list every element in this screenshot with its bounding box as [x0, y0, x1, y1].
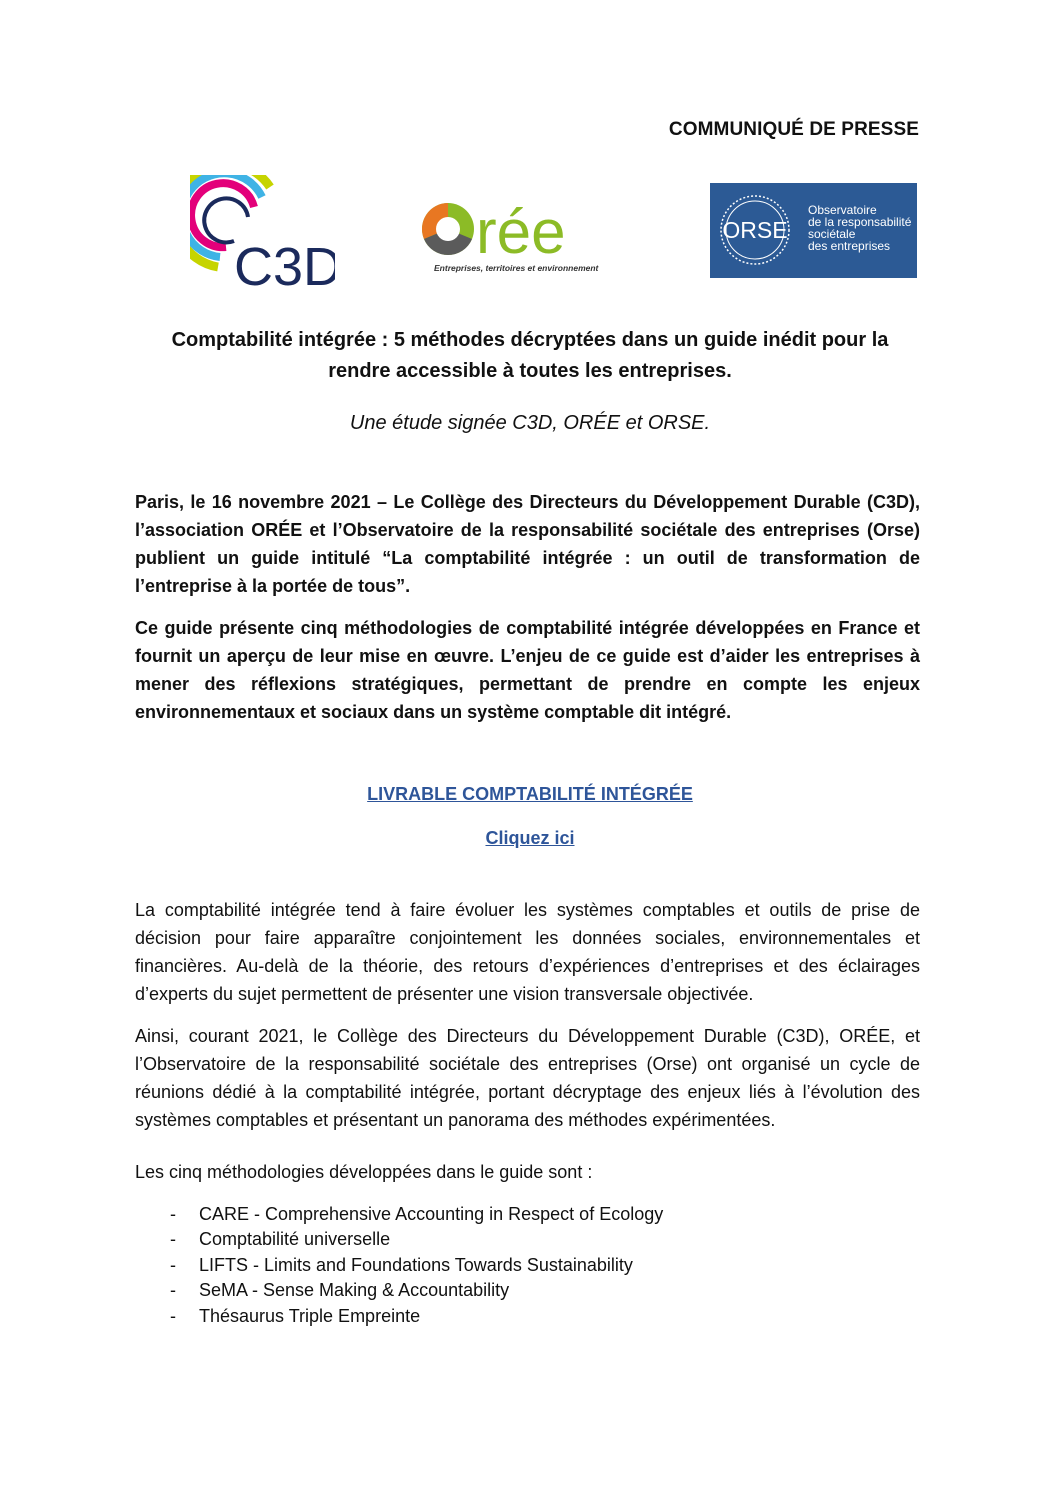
list-item-text: CARE - Comprehensive Accounting in Respect of Ecology [199, 1204, 664, 1224]
body-paragraph-1: La comptabilité intégrée tend à faire évoluer les systèmes comptables et outils de prise de décision pour faire apparaître conjointement les données sociales, environnementales et financières. Au-delà de la théorie, des retours d’expériences d’entreprises et des éclairages d’experts du sujet permettent de présenter une vision transversale objectivée. [135, 900, 920, 1004]
list-item-text: Thésaurus Triple Empreinte [199, 1305, 421, 1326]
list-item [170, 1253, 663, 1278]
list-bullet: - [170, 1280, 176, 1301]
press-release-title [134, 325, 926, 387]
title-line-2: rendre accessible à toutes les entreprises. [328, 360, 732, 382]
cliquez-ici-link[interactable]: Cliquez ici [485, 828, 575, 848]
orse-logo-text: ORSE [722, 217, 788, 243]
c3d-logo-text: C3D [234, 237, 335, 290]
orse-logo [710, 183, 917, 278]
list-bullet: - [170, 1305, 176, 1326]
orse-line-3: sociétale [808, 227, 856, 241]
list-item-text: LIFTS - Limits and Foundations Towards Sustainability [199, 1254, 633, 1275]
body-paragraph-2: Ainsi, courant 2021, le Collège des Directeurs du Développement Durable (C3D), ORÉE, et l’Observatoire de la responsabilité sociétale des entreprises (Orse) ont organisé un cycle de réunions dédié à la comptabilité intégrée, portant décryptage des enjeux liés à l’évolution des systèmes comptables et présentant un panorama des méthodes expérimentées. [135, 1026, 920, 1130]
oree-logo [414, 183, 610, 275]
intro-paragraph-2: Ce guide présente cinq méthodologies de comptabilité intégrée développées en France et fournit un aperçu de leur mise en œuvre. L’enjeu de ce guide est d’aider les entreprises à mener des réflexions stratégiques, permettant de prendre en compte les enjeux environnementaux et sociaux dans un système comptable dit intégré. [135, 618, 920, 722]
press-release-subtitle: Une étude signée C3D, ORÉE et ORSE. [349, 412, 711, 434]
list-item [170, 1227, 663, 1252]
oree-logo-text: rée [476, 198, 566, 267]
list-item [170, 1202, 663, 1227]
orse-line-1: Observatoire [808, 203, 877, 217]
methods-intro: Les cinq méthodologies développées dans le guide sont : [135, 1162, 593, 1182]
orse-line-4: des entreprises [808, 239, 891, 253]
methods-list [170, 1202, 663, 1329]
oree-tagline: Entreprises, territoires et environnement [434, 263, 599, 273]
list-bullet: - [170, 1229, 176, 1250]
title-line-1: Comptabilité intégrée : 5 méthodes décryptées dans un guide inédit pour la [171, 329, 889, 351]
list-item [170, 1304, 663, 1329]
press-release-label: COMMUNIQUÉ DE PRESSE [668, 119, 919, 140]
list-bullet: - [170, 1254, 176, 1275]
list-item [170, 1278, 663, 1303]
list-item-text: Comptabilité universelle [199, 1229, 391, 1250]
orse-line-2: de la responsabilité [808, 215, 912, 229]
livrable-link[interactable]: LIVRABLE COMPTABILITÉ INTÉGRÉE [367, 784, 693, 804]
c3d-logo [190, 175, 335, 290]
list-item-text: SeMA - Sense Making & Accountability [199, 1280, 510, 1301]
list-bullet: - [170, 1204, 176, 1224]
intro-paragraph-1: Paris, le 16 novembre 2021 – Le Collège des Directeurs du Développement Durable (C3D), l’association ORÉE et l’Observatoire de la responsabilité sociétale des entreprises (Orse) publient un guide intitulé “La comptabilité intégrée : un outil de transformation de l’entreprise à la portée de tous”. [135, 492, 920, 596]
